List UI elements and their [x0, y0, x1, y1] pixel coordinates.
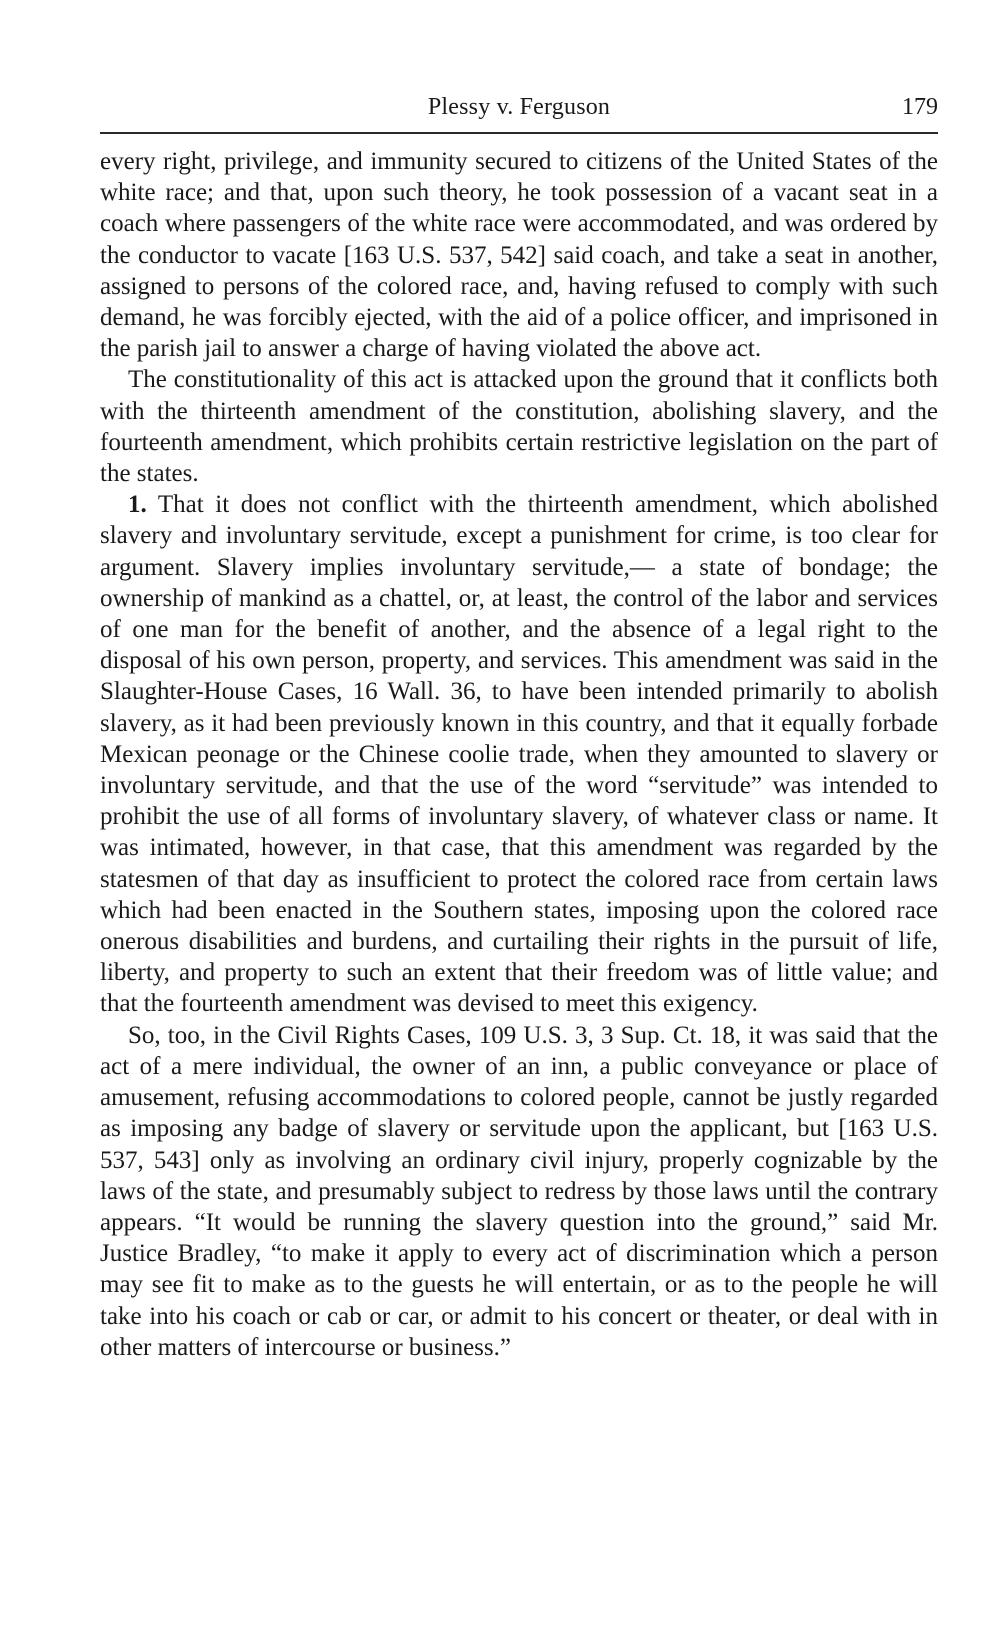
- book-page: [100, 92, 938, 1363]
- paragraph-point-1: [100, 489, 938, 1019]
- point-1-text: That it does not conflict with the thirteenth amendment, which abolished slavery and involuntary servitude, except a punishment for crime, is too clear for argument. Slavery implies involuntary servitude,— a state of bondage; the ownership of mankind as a chattel, or, at least, the control of the labor and services of one man for the benefit of another, and the absence of a legal right to the disposal of his own person, property, and services. This amendment was said in the Slaughter-House Cases, 16 Wall. 36, to have been intended primarily to abolish slavery, as it had been previously known in this country, and that it equally forbade Mexican peonage or the Chinese coolie trade, when they amounted to slavery or involuntary servitude, and that the use of the word “servitude” was intended to prohibit the use of all forms of involuntary slavery, of whatever class or name. It was intimated, however, in that case, that this amendment was regarded by the statesmen of that day as insufficient to protect the colored race from certain laws which had been enacted in the Southern states, imposing upon the colored race onerous disabilities and burdens, and curtailing their rights in the pursuit of life, liberty, and property to such an extent that their freedom was of little value; and that the fourteenth amendment was devised to meet this exigency.: [100, 491, 938, 1018]
- body-text: [100, 146, 938, 1363]
- paragraph-civil-rights-cases: So, too, in the Civil Rights Cases, 109 U.S. 3, 3 Sup. Ct. 18, it was said that the act of a mere individual, the owner of an inn, a public conveyance or place of amusement, refusing accommodations to colored people, cannot be justly regarded as imposing any badge of slavery or servitude upon the applicant, but [163 U.S. 537, 543] only as involving an ordinary civil injury, properly cognizable by the laws of the state, and presumably subject to redress by those laws until the contrary appears. “It would be running the slavery question into the ground,” said Mr. Justice Bradley, “to make it apply to every act of discrimination which a person may see fit to make as to the guests he will entertain, or as to the people he will take into his coach or cab or car, or admit to his concert or theater, or deal with in other matters of intercourse or business.”: [100, 1021, 938, 1361]
- point-number: 1.: [128, 491, 147, 519]
- running-header: [100, 92, 938, 134]
- paragraph-constitutionality: The constitutionality of this act is attacked upon the ground that it conflicts both with the thirteenth amendment of the constitution, abolishing slavery, and the fourteenth amendment, which prohibits certain restrictive legislation on the part of the states.: [100, 366, 938, 488]
- page-number: 179: [902, 94, 938, 120]
- running-title: Plessy v. Ferguson: [427, 94, 611, 120]
- paragraph-continued: every right, privilege, and immunity secured to citizens of the United States of the white race; and that, upon such theory, he took possession of a vacant seat in a coach where passengers of the white race were accommodated, and was ordered by the conductor to vacate [163 U.S. 537, 542] said coach, and take a seat in another, assigned to persons of the colored race, and, having refused to comply with such demand, he was forcibly ejected, with the aid of a police officer, and imprisoned in the parish jail to answer a charge of having violated the above act.: [100, 148, 938, 363]
